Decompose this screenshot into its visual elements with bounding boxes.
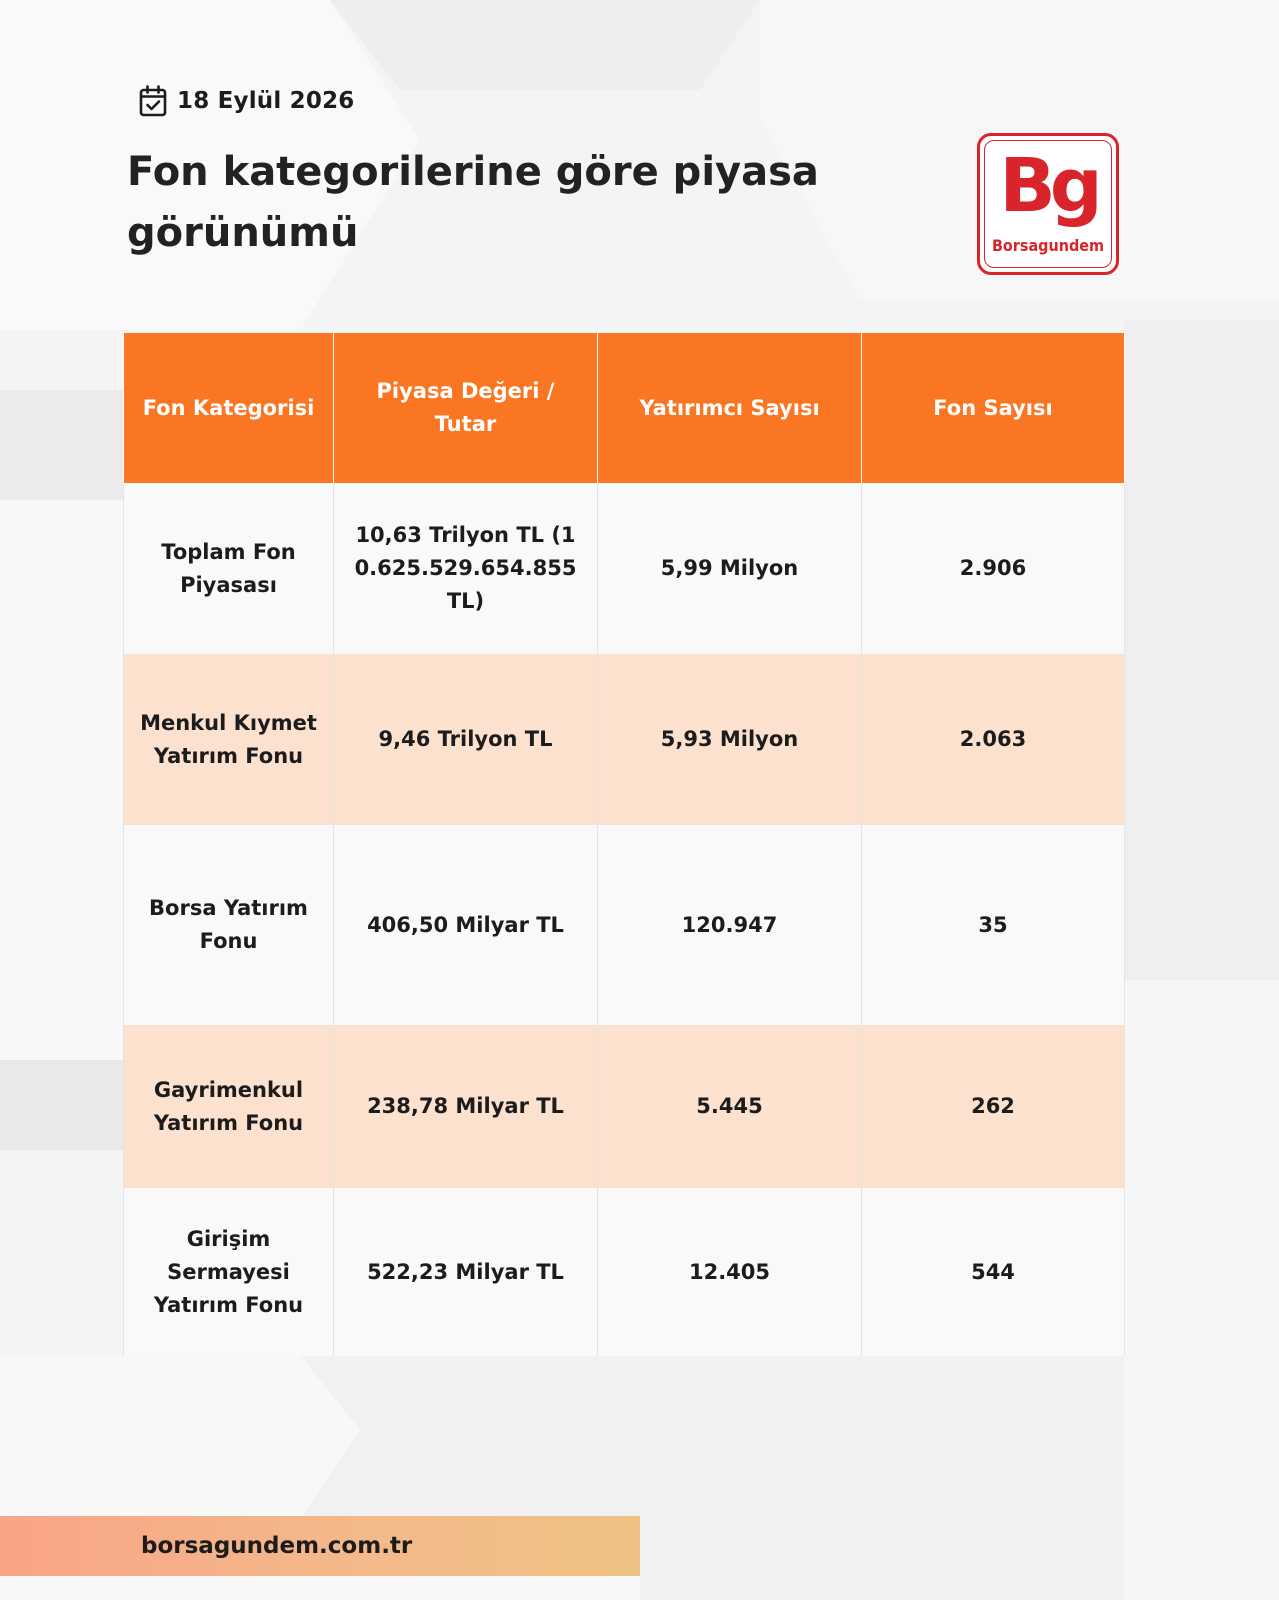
table-row xyxy=(124,825,1125,1025)
column-header-category: Fon Kategorisi xyxy=(124,333,334,483)
table-row xyxy=(124,1025,1125,1188)
logo-wordmark: Borsagundem xyxy=(991,236,1105,255)
column-header-investors: Yatırımcı Sayısı xyxy=(598,333,862,483)
cell-category: Toplam Fon Piyasası xyxy=(124,483,334,654)
cell-value: 522,23 Milyar TL xyxy=(334,1188,598,1356)
cell-investors: 5,93 Milyon xyxy=(598,654,862,825)
cell-funds: 544 xyxy=(862,1188,1125,1356)
cell-funds: 262 xyxy=(862,1025,1125,1188)
cell-investors: 5.445 xyxy=(598,1025,862,1188)
table-row xyxy=(124,654,1125,825)
table-header-row xyxy=(124,333,1125,483)
table-row xyxy=(124,1188,1125,1356)
publish-date: 18 Eylül 2026 xyxy=(177,88,355,114)
column-header-funds: Fon Sayısı xyxy=(862,333,1125,483)
cell-funds: 2.063 xyxy=(862,654,1125,825)
cell-category: Girişim Sermayesi Yatırım Fonu xyxy=(124,1188,334,1356)
cell-value: 406,50 Milyar TL xyxy=(334,825,598,1025)
cell-value: 10,63 Trilyon TL (10.625.529.654.855 TL) xyxy=(334,483,598,654)
table-row xyxy=(124,483,1125,654)
cell-category: Menkul Kıymet Yatırım Fonu xyxy=(124,654,334,825)
footer-bar xyxy=(0,1516,640,1576)
cell-value: 9,46 Trilyon TL xyxy=(334,654,598,825)
borsagundem-logo xyxy=(977,133,1119,275)
logo-mark: Bg xyxy=(999,143,1097,229)
cell-value: 238,78 Milyar TL xyxy=(334,1025,598,1188)
calendar-check-icon xyxy=(138,85,168,117)
website-url: borsagundem.com.tr xyxy=(141,1533,413,1559)
page-title: Fon kategorilerine göre piyasa görünümü xyxy=(127,149,819,256)
cell-category: Borsa Yatırım Fonu xyxy=(124,825,334,1025)
cell-investors: 120.947 xyxy=(598,825,862,1025)
date-row xyxy=(138,84,354,118)
cell-funds: 35 xyxy=(862,825,1125,1025)
cell-investors: 12.405 xyxy=(598,1188,862,1356)
cell-investors: 5,99 Milyon xyxy=(598,483,862,654)
cell-funds: 2.906 xyxy=(862,483,1125,654)
cell-category: Gayrimenkul Yatırım Fonu xyxy=(124,1025,334,1188)
column-header-value: Piyasa Değeri / Tutar xyxy=(334,333,598,483)
fund-category-table xyxy=(123,333,1125,1356)
